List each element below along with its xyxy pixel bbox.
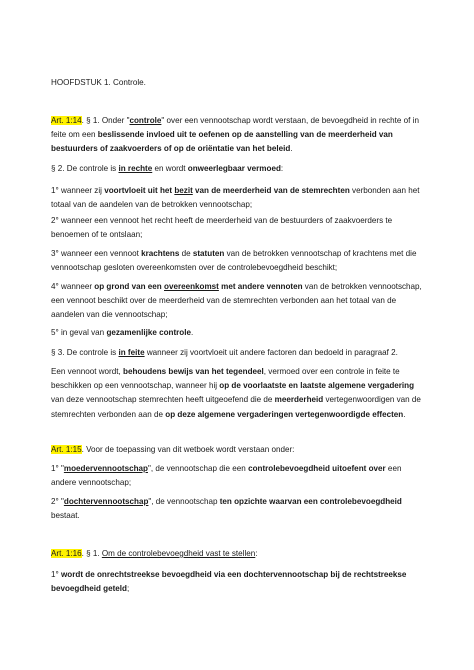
article-number-highlight: Art. 1:15 <box>51 445 82 454</box>
art-1-16-intro: Art. 1:16. § 1. Om de controlebevoegdheid vast te stellen: <box>51 549 258 558</box>
chapter-heading: HOOFDSTUK 1. Controle. <box>51 78 146 87</box>
art-1-16-item-1: 1° wordt de onrechtstreekse bevoegdheid via een dochtervennootschap bij de rechtstreekse bevoegdheid geteld; <box>51 570 407 594</box>
art-1-14-item-3: 3° wanneer een vennoot krachtens de statuten van de betrokken vennootschap of krachtens met die vennootschap gesloten overeenkomsten over de controlebevoegdheid beschikt; <box>51 249 417 273</box>
article-number-highlight: Art. 1:14 <box>51 116 82 125</box>
art-1-15-intro: Art. 1:15. Voor de toepassing van dit wetboek wordt verstaan onder: <box>51 445 295 454</box>
art-1-14-par-1: Art. 1:14. § 1. Onder "controle" over een vennootschap wordt verstaan, de bevoegdheid in rechte of in feite om een beslissende invloed uit te oefenen op de aanstelling van de meerderheid van bestuurders of zaakvoerders of op de oriëntatie van het beleid. <box>51 116 419 154</box>
art-1-14-par-2: § 2. De controle is in rechte en wordt onweerlegbaar vermoed: <box>51 164 284 173</box>
article-number-highlight: Art. 1:16 <box>51 549 82 558</box>
art-1-14-par-4: Een vennoot wordt, behoudens bewijs van het tegendeel, vermoed over een controle in feite te beschikken op een vennootschap, wanneer hij op de voorlaatste en laatste algemene vergadering van deze vennootschap stemrechten heeft uitgeoefend die de meerderheid vertegenwoordigen van de stemrechten verbonden aan de op deze algemene vergaderingen vertegenwoordigde effecten. <box>51 367 421 419</box>
art-1-14-item-4: 4° wanneer op grond van een overeenkomst met andere vennoten van de betrokken vennootschap, een vennoot beschikt over de meerderheid van de stemrechten verbonden aan het totaal van de aandelen van die vennootschap; <box>51 282 422 320</box>
art-1-14-item-2: 2° wanneer een vennoot het recht heeft de meerderheid van de bestuurders of zaakvoerders te benoemen of te ontslaan; <box>51 216 393 240</box>
art-1-14-par-3: § 3. De controle is in feite wanneer zij voortvloeit uit andere factoren dan bedoeld in paragraaf 2. <box>51 348 398 357</box>
art-1-14-item-5: 5° in geval van gezamenlijke controle. <box>51 328 194 337</box>
art-1-15-item-2: 2° "dochtervennootschap", de vennootschap ten opzichte waarvan een controlebevoegdheid bestaat. <box>51 497 402 521</box>
art-1-14-item-1: 1° wanneer zij voortvloeit uit het bezit van de meerderheid van de stemrechten verbonden aan het totaal van de aandelen van de betrokken vennootschap; <box>51 186 420 210</box>
art-1-15-item-1: 1° "moedervennootschap", de vennootschap die een controlebevoegdheid uitoefent over een andere vennootschap; <box>51 464 402 488</box>
